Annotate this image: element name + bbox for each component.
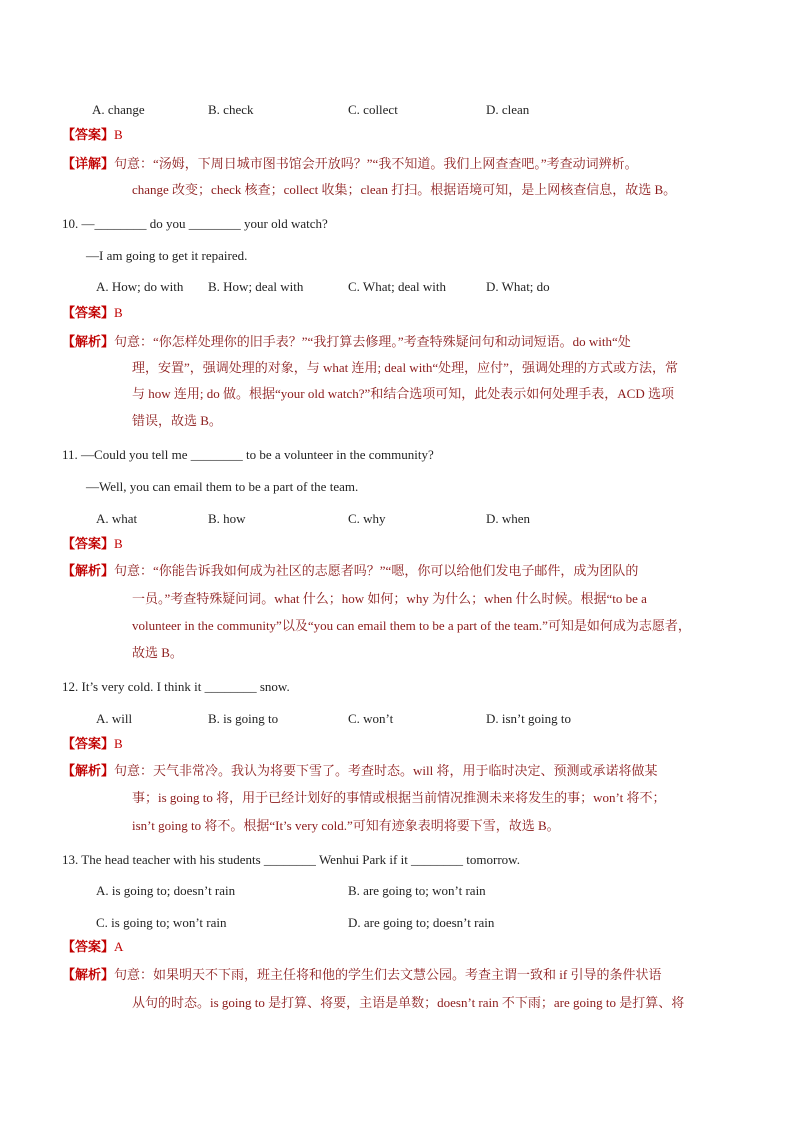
option-b: B. are going to; won’t rain [348, 883, 486, 898]
explanation-line-3: isn’t going to 将不。根据“It’s very cold.”可知有迹象表明将要下雪，故选 B。 [132, 818, 560, 833]
answer-value: B [114, 536, 123, 551]
explanation-line-4: 错误，故选 B。 [132, 413, 222, 428]
option-d: D. What; do [486, 279, 550, 294]
answer-line [62, 938, 123, 956]
answer-label: 【答案】 [62, 939, 115, 954]
explanation-label: 【解析】 [62, 763, 115, 778]
explanation-label: 【解析】 [62, 563, 115, 578]
option-c: C. collect [348, 102, 398, 117]
explanation-line-1: 【详解】句意：“汤姆，下周日城市图书馆会开放吗？”“我不知道。我们上网查查吧。”考查动词辨析。 [62, 156, 638, 171]
option-a: A. change [92, 102, 145, 117]
explanation-line-3: volunteer in the community”以及“you can email them to be a part of the team.”可知是如何成为志愿者， [132, 618, 691, 633]
dialogue-reply: —I am going to get it repaired. [86, 248, 248, 263]
explanation-label: 【解析】 [62, 334, 115, 349]
answer-label: 【答案】 [62, 127, 115, 142]
answer-label: 【答案】 [62, 536, 115, 551]
dialogue-reply: —Well, you can email them to be a part of the team. [86, 479, 359, 494]
explanation-label: 【详解】 [62, 156, 115, 171]
option-a: A. what [96, 511, 138, 526]
question-stem: 13. The head teacher with his students ________ Wenhui Park if it ________ tomorrow. [62, 852, 520, 867]
answer-label: 【答案】 [62, 305, 115, 320]
explanation-line-3: 与 how 连用; do 做。根据“your old watch?”和结合选项可知，此处表示如何处理手表，ACD 选项 [132, 386, 674, 401]
option-c: C. won’t [348, 711, 394, 726]
option-b: B. is going to [208, 711, 279, 726]
option-d: D. isn’t going to [486, 711, 571, 726]
option-d: D. are going to; doesn’t rain [348, 915, 495, 930]
answer-value: B [114, 127, 123, 142]
explanation-line-1: 【解析】句意：“你怎样处理你的旧手表？”“我打算去修理。”考查特殊疑问句和动词短语。do with“处 [62, 334, 631, 349]
option-a: A. is going to; doesn’t rain [96, 883, 236, 898]
answer-line [62, 535, 123, 553]
explanation-line-4: 故选 B。 [132, 645, 183, 660]
explanation-line-2: 事；is going to 将，用于已经计划好的事情或根据当前情况推测未来将发生的事；won’t 将不； [132, 790, 666, 805]
option-c: C. What; deal with [348, 279, 446, 294]
option-b: B. check [208, 102, 254, 117]
option-d: D. clean [486, 102, 530, 117]
answer-line [62, 126, 123, 144]
explanation-line-1: 【解析】句意：如果明天不下雨，班主任将和他的学生们去文慧公园。考查主谓一致和 if 引导的条件状语 [62, 967, 662, 982]
option-a: A. will [96, 711, 133, 726]
question-stem: 11. —Could you tell me ________ to be a volunteer in the community? [62, 447, 434, 462]
option-d: D. when [486, 511, 531, 526]
answer-value: A [114, 939, 124, 954]
question-stem: 10. —________ do you ________ your old watch? [62, 216, 328, 231]
answer-value: B [114, 736, 123, 751]
answer-value: B [114, 305, 123, 320]
option-c: C. why [348, 511, 386, 526]
question-stem: 12. It’s very cold. I think it ________ snow. [62, 679, 290, 694]
explanation-line-2: 一员。”考查特殊疑问词。what 什么；how 如何；why 为什么；when 什么时候。根据“to be a [132, 591, 647, 606]
option-c: C. is going to; won’t rain [96, 915, 227, 930]
explanation-line-1: 【解析】句意：天气非常冷。我认为将要下雪了。考查时态。will 将，用于临时决定、预测或承诺将做某 [62, 763, 658, 778]
answer-line [62, 735, 123, 753]
explanation-line-2: 理，安置”，强调处理的对象，与 what 连用; deal with“处理，应付”，强调处理的方式或方法，常 [132, 360, 678, 375]
explanation-line-1: 【解析】句意：“你能告诉我如何成为社区的志愿者吗？”“嗯，你可以给他们发电子邮件，成为团队的 [62, 563, 639, 578]
option-a: A. How; do with [96, 279, 184, 294]
option-b: B. how [208, 511, 246, 526]
explanation-line-2: change 改变；check 核查；collect 收集；clean 打扫。根据语境可知，是上网核查信息，故选 B。 [132, 182, 677, 197]
option-b: B. How; deal with [208, 279, 304, 294]
explanation-line-2: 从句的时态。is going to 是打算、将要，主语是单数；doesn’t rain 不下雨；are going to 是打算、将 [132, 995, 685, 1010]
answer-label: 【答案】 [62, 736, 115, 751]
answer-line [62, 304, 123, 322]
explanation-label: 【解析】 [62, 967, 115, 982]
